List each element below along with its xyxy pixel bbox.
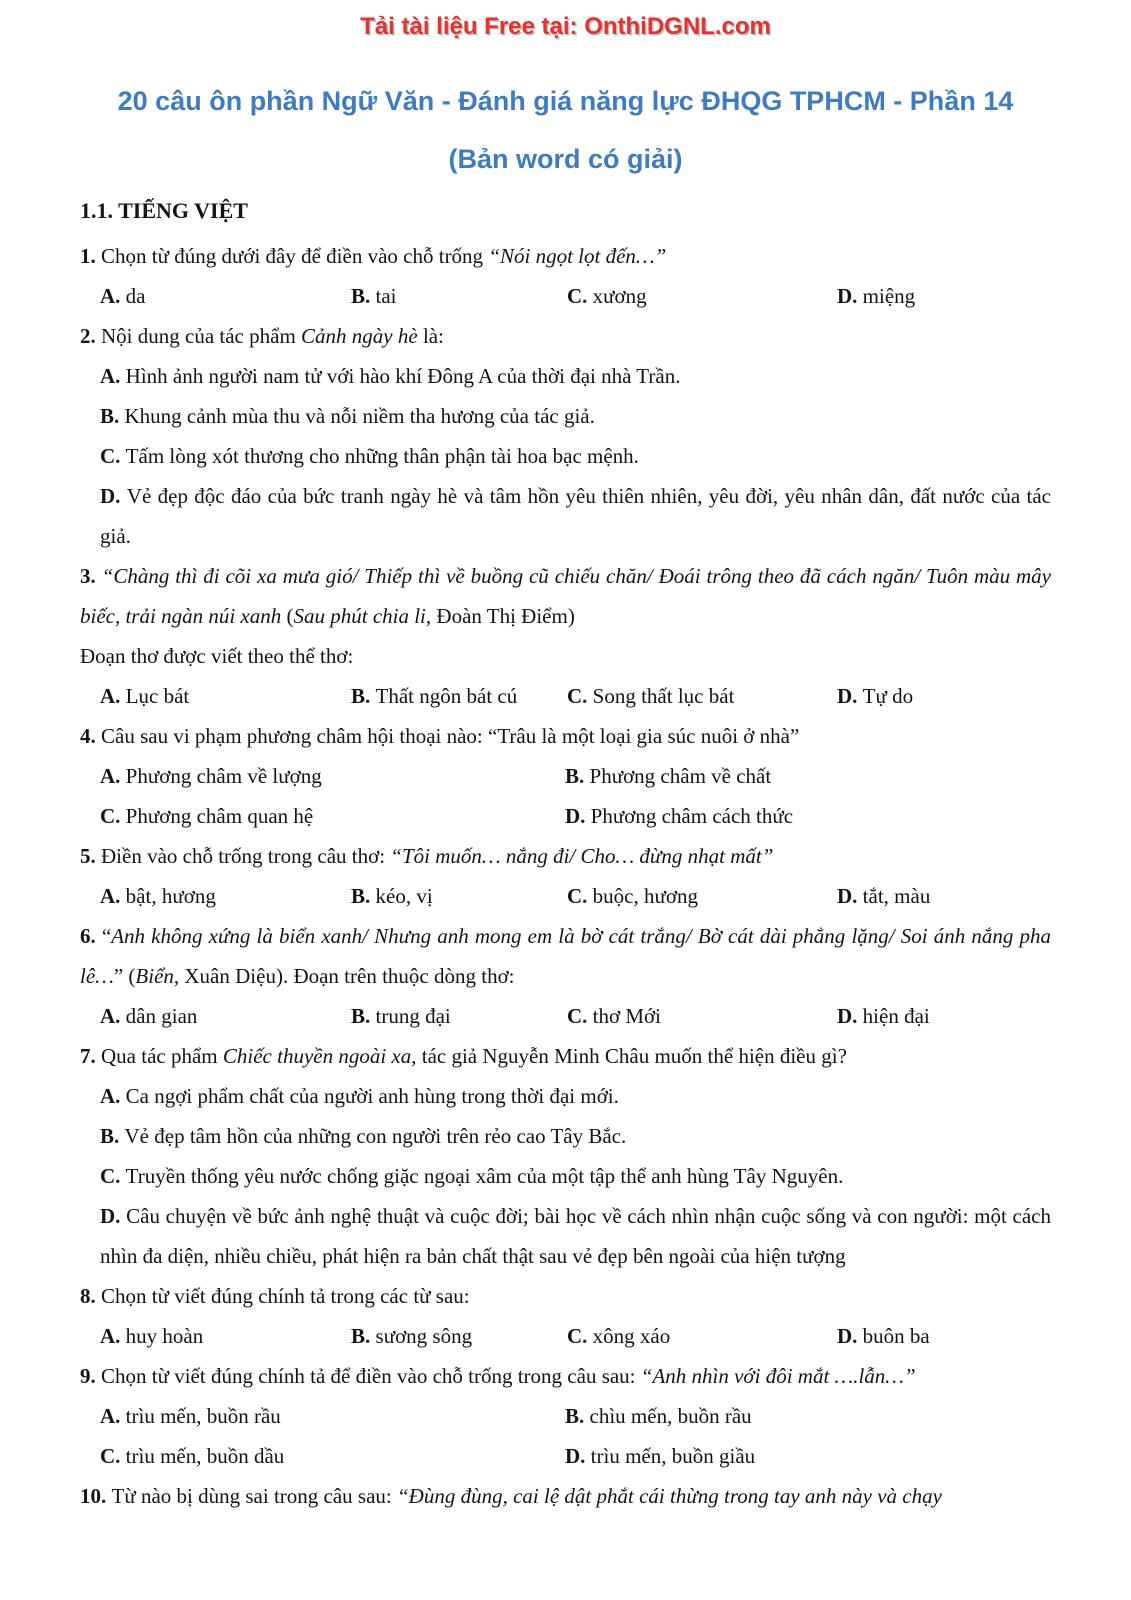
option-text: trìu mến, buồn rầu [125,1404,281,1428]
option-label: D. [837,1324,863,1348]
question-number: 3. [80,564,102,588]
option [351,996,567,1036]
option-text: tắt, màu [862,884,931,908]
option-text: hiện đại [862,1004,930,1028]
question-number: 1. [80,244,101,268]
question-stem [80,1476,1051,1516]
question [80,916,1051,1036]
question-number: 5. [80,844,101,868]
document-subtitle: (Bản word có giải) [448,144,683,174]
option-text: buộc, hương [592,884,698,908]
stem-text: “Tôi muốn… nắng đi/ Cho… đừng nhạt mất” [390,844,774,868]
option-text: kéo, vị [375,884,433,908]
option-label: D. [837,884,863,908]
option-label: A. [100,1324,126,1348]
option [565,796,1051,836]
option-text: trìu mến, buồn giầu [590,1444,756,1468]
option-text: huy hoàn [125,1324,204,1348]
option-label: B. [351,684,376,708]
question-stem [80,1276,1051,1316]
option [567,1316,837,1356]
option [567,996,837,1036]
option [80,396,1051,436]
stem-text: Sau phút chia li [293,604,426,628]
option-text: Hình ảnh người nam tử với hào khí Đông A của thời đại nhà Trần. [125,364,681,388]
option-label: D. [565,804,591,828]
question-stem [80,716,1051,756]
option [100,796,565,836]
option-label: A. [100,364,126,388]
options-row [80,1316,1051,1356]
option [100,1316,351,1356]
option-label: C. [567,884,593,908]
stem-text: “Anh nhìn với đôi mắt ….lẫn…” [640,1364,916,1388]
option-text: Phương châm về chất [589,764,772,788]
option-text: buôn ba [862,1324,930,1348]
option-label: B. [565,764,590,788]
option [565,1396,1051,1436]
option-label: B. [100,404,125,428]
option [351,1316,567,1356]
option [837,876,1051,916]
option-label: C. [100,1164,126,1188]
option-label: A. [100,1084,126,1108]
option-label: A. [100,284,126,308]
stem-text: Chọn từ viết đúng chính tả để điền vào chỗ trống trong câu sau: [101,1364,641,1388]
stem-text: ( [281,604,294,628]
option [100,1436,565,1476]
option-text: Vẻ đẹp tâm hồn của những con người trên rẻo cao Tây Bắc. [124,1124,627,1148]
option-label: C. [567,284,593,308]
question-stem [80,836,1051,876]
option-label: A. [100,764,126,788]
option-label: D. [837,284,863,308]
option-label: B. [351,284,376,308]
option-text: chìu mến, buồn rầu [589,1404,752,1428]
question-stem [80,236,1051,276]
option-label: B. [351,884,376,908]
option [80,1156,1051,1196]
option-label: D. [837,1004,863,1028]
option-label: C. [567,1004,593,1028]
question [80,1276,1051,1356]
document-title: 20 câu ôn phần Ngữ Văn - Đánh giá năng lực ĐHQG TPHCM - Phần 14 [117,86,1014,116]
stem-text: , Xuân Diệu). Đoạn trên thuộc dòng thơ: [173,964,515,988]
option-text: da [125,284,146,308]
question-number: 8. [80,1284,101,1308]
options-row [80,276,1051,316]
option-text: trìu mến, buồn dầu [125,1444,285,1468]
option-text: Ca ngợi phẩm chất của người anh hùng trong thời đại mới. [125,1084,619,1108]
stem-text: , Đoàn Thị Điểm) [425,604,575,628]
option-text: Truyền thống yêu nước chống giặc ngoại xâm của một tập thể anh hùng Tây Nguyên. [125,1164,844,1188]
option-text: Khung cảnh mùa thu và nỗi niềm tha hương của tác giả. [124,404,595,428]
question-stem [80,1356,1051,1396]
option-label: C. [100,804,126,828]
options-row [80,756,1051,836]
option [837,676,1051,716]
option-label: C. [567,1324,593,1348]
option-label: B. [565,1404,590,1428]
option [351,876,567,916]
option [837,1316,1051,1356]
stem-text: “ [101,924,112,948]
option [80,1076,1051,1116]
question-number: 7. [80,1044,101,1068]
option-label: D. [837,684,863,708]
stem-text: “Chàng thì đi cõi xa mưa gió/ Thiếp thì về buồng cũ chiếu chăn/ Đoái trông theo đã cách ngăn/ Tuôn màu mây biếc, trải ngàn núi xanh [80,564,1051,628]
option-text: tai [375,284,397,308]
option [100,676,351,716]
option-label: D. [100,484,127,508]
question [80,836,1051,916]
option-text: Phương châm quan hệ [125,804,314,828]
options-row [80,876,1051,916]
question [80,1476,1051,1516]
option-text: Phương châm cách thức [590,804,794,828]
stem-text: Chọn từ viết đúng chính tả trong các từ sau: [101,1284,470,1308]
question-stem [80,1036,1051,1076]
options-row [80,1396,1051,1476]
question-number: 10. [80,1484,112,1508]
question [80,1356,1051,1476]
stem-text: ” ( [113,964,136,988]
option [567,276,837,316]
question-number: 6. [80,924,102,948]
option-label: D. [565,1444,591,1468]
stem-text: Cảnh ngày hè [301,324,418,348]
stem-text: “Nói ngọt lọt đến…” [488,244,667,268]
option-text: sương sông [375,1324,473,1348]
option [565,756,1051,796]
section-heading: 1.1. TIẾNG VIỆT [80,198,248,223]
option [100,876,351,916]
option [837,276,1051,316]
option-text: trung đại [375,1004,451,1028]
option [80,1196,1051,1276]
question-stem [80,916,1051,996]
stem-text: Từ nào bị dùng sai trong câu sau: [111,1484,397,1508]
option-label: A. [100,1404,126,1428]
option-label: A. [100,1004,126,1028]
option [100,276,351,316]
option [351,276,567,316]
question-stem [80,556,1051,636]
option-text: Tự do [862,684,914,708]
question [80,236,1051,316]
option-label: B. [100,1124,125,1148]
option [80,436,1051,476]
question [80,1036,1051,1276]
option-text: Thất ngôn bát cú [375,684,518,708]
stem-text: , tác giả Nguyễn Minh Châu muốn thể hiện điều gì? [411,1044,847,1068]
options-row [80,676,1051,716]
question [80,316,1051,556]
stem-text: là: [417,324,444,348]
stem-text: Điền vào chỗ trống trong câu thơ: [101,844,391,868]
option-label: C. [100,1444,126,1468]
question-number: 2. [80,324,101,348]
option [80,476,1051,556]
option-label: A. [100,684,126,708]
option [565,1436,1051,1476]
question [80,556,1051,716]
questions [80,236,1051,1516]
stem-text: “Đùng đùng, cai lệ dật phắt cái thừng trong tay anh này và chạy [397,1484,942,1508]
question [80,716,1051,836]
option-text: xương [592,284,647,308]
stem-text: Chọn từ đúng dưới đây để điền vào chỗ trống [101,244,489,268]
option [567,876,837,916]
stem-text: Nội dung của tác phẩm [101,324,302,348]
question-number: 9. [80,1364,101,1388]
option-text: dân gian [125,1004,198,1028]
download-banner: Tải tài liệu Free tại: OnthiDGNL.com [360,13,771,40]
option-label: B. [351,1324,376,1348]
option-text: thơ Mới [592,1004,661,1028]
question-note: Đoạn thơ được viết theo thể thơ: [80,644,354,668]
stem-text: Chiếc thuyền ngoài xa [222,1044,412,1068]
option-text: Lục bát [125,684,190,708]
option [100,756,565,796]
stem-text: Anh không xứng là biển xanh/ Nhưng anh mong em là bờ cát trắng/ Bờ cát dài phẳng lặng/ Soi ánh nắng pha lê… [80,924,1051,988]
option-label: C. [567,684,593,708]
option [100,1396,565,1436]
option [100,996,351,1036]
option-text: miệng [862,284,916,308]
option-label: A. [100,884,126,908]
option-label: B. [351,1004,376,1028]
question-stem [80,316,1051,356]
option-text: Phương châm về lượng [125,764,322,788]
option [567,676,837,716]
option [351,676,567,716]
option-text: Song thất lục bát [592,684,735,708]
option-label: C. [100,444,126,468]
option-text: Câu chuyện về bức ảnh nghệ thuật và cuộc đời; bài học về cách nhìn nhận cuộc sống và con người: một cách nhìn đa diện, nhiều chiều, phát hiện ra bản chất thật sau vẻ đẹp bên ngoài của hiện tượng [100,1204,1051,1268]
options-row [80,996,1051,1036]
option-text: Vẻ đẹp độc đáo của bức tranh ngày hè và tâm hồn yêu thiên nhiên, yêu đời, yêu nhân dân, đất nước của tác giả. [100,484,1051,548]
stem-text: Câu sau vi phạm phương châm hội thoại nào: “Trâu là một loại gia súc nuôi ở nhà” [101,724,800,748]
question-number: 4. [80,724,101,748]
option [80,356,1051,396]
option-text: Tấm lòng xót thương cho những thân phận tài hoa bạc mệnh. [125,444,639,468]
option-label: D. [100,1204,127,1228]
stem-text: Qua tác phẩm [101,1044,223,1068]
option-text: bật, hương [125,884,216,908]
option [80,1116,1051,1156]
stem-text: Biển [135,964,174,988]
option [837,996,1051,1036]
option-text: xông xáo [592,1324,671,1348]
